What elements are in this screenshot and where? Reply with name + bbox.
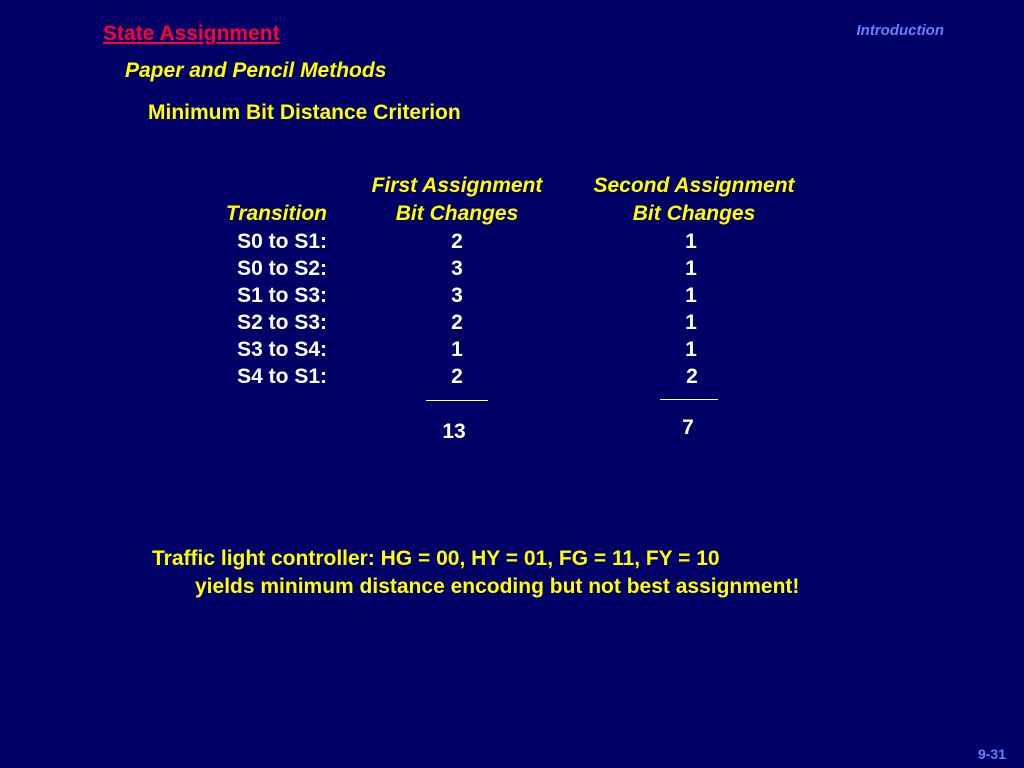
first-value-cell: 3: [451, 284, 463, 307]
first-value-cell: 3: [451, 257, 463, 280]
transition-header: Transition: [225, 202, 327, 225]
first-value-cell: 1: [451, 338, 463, 361]
second-value-cell: 1: [685, 311, 697, 334]
second-value-cell: 1: [685, 338, 697, 361]
second-value-cell: 2: [686, 365, 698, 388]
section-label: Introduction: [856, 22, 944, 39]
second-sum-rule: [660, 399, 718, 400]
first-total: 13: [442, 420, 466, 443]
second-value-cell: 1: [685, 230, 697, 253]
page-number: 9-31: [977, 746, 1006, 762]
second-value-cell: 1: [685, 284, 697, 307]
note-line-1: Traffic light controller: HG = 00, HY = 01, FG = 11, FY = 10: [152, 547, 720, 570]
first-bit-changes-header: Bit Changes: [395, 202, 519, 225]
slide-heading: Minimum Bit Distance Criterion: [148, 101, 461, 124]
second-bit-changes-header: Bit Changes: [632, 202, 756, 225]
slide-title: State Assignment: [103, 22, 280, 45]
second-assignment-header: Second Assignment: [593, 174, 795, 197]
first-sum-rule: [426, 400, 488, 401]
first-value-cell: 2: [451, 230, 463, 253]
transition-cell: S2 to S3:: [237, 311, 327, 334]
first-value-cell: 2: [451, 311, 463, 334]
first-value-cell: 2: [451, 365, 463, 388]
note-line-2: yields minimum distance encoding but not best assignment!: [195, 575, 800, 598]
second-value-cell: 1: [685, 257, 697, 280]
first-assignment-header: First Assignment: [371, 174, 543, 197]
slide-subtitle: Paper and Pencil Methods: [125, 59, 387, 82]
transition-cell: S1 to S3:: [237, 284, 327, 307]
transition-cell: S3 to S4:: [237, 338, 327, 361]
transition-cell: S4 to S1:: [237, 365, 327, 388]
transition-cell: S0 to S2:: [237, 257, 327, 280]
transition-cell: S0 to S1:: [237, 230, 327, 253]
second-total: 7: [682, 416, 694, 439]
